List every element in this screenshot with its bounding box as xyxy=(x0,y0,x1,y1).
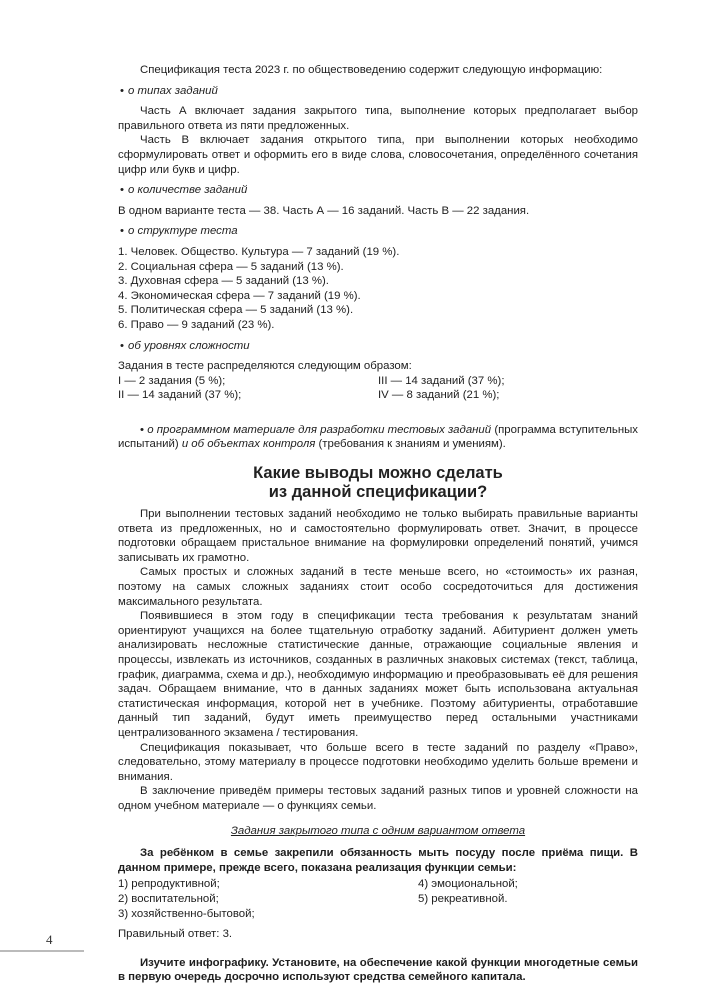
question-1: За ребёнком в семье закрепили обязанность мыть посуду после приёма пищи. В данном примере, прежде всего, показана реализация функции семьи: xyxy=(118,847,638,874)
question-1-options xyxy=(118,877,638,921)
paragraph: Самых простых и сложных заданий в тесте меньше всего, но «стоимость» их разная, поэтому на самых сложных заданиях стоит особо сосредоточиться для достижения максимального результата. xyxy=(118,566,638,608)
intro-text: Спецификация теста 2023 г. по обществоведению содержит следующую информацию: xyxy=(140,64,603,76)
level-4: IV — 8 заданий (21 %); xyxy=(378,389,500,402)
part-b-text: Часть В включает задания открытого типа, при выполнении которых необходимо сформулировать ответ и оформить его в виде слова, словосочетания, определённого сочетания цифр или букв и цифр. xyxy=(118,134,638,176)
option: 3) хозяйственно-бытовой; xyxy=(118,907,255,920)
levels-intro: Задания в тесте распределяются следующим образом: xyxy=(118,360,412,373)
structure-list xyxy=(118,245,638,333)
paragraph: При выполнении тестовых заданий необходимо не только выбирать правильные варианты ответа из предложенных, но и самостоятельно формулировать ответ. Значит, в процессе подготовки обращаем пристальное внимание на формулировки определений понятий, учимся записывать их грамотно. xyxy=(118,508,638,564)
paragraph: В заключение приведём примеры тестовых заданий разных типов и уровней сложности на одном учебном материале — о функциях семьи. xyxy=(118,785,638,812)
page-content xyxy=(118,63,638,985)
option: 1) репродуктивной; xyxy=(118,878,220,891)
option: 5) рекреативной. xyxy=(418,892,508,905)
structure-item: 5. Политическая сфера — 5 заданий (13 %). xyxy=(118,304,354,317)
bullet-structure: • о структуре теста xyxy=(120,225,238,238)
bullet-icon: • xyxy=(120,339,124,352)
structure-item: 3. Духовная сфера — 5 заданий (13 %). xyxy=(118,275,329,288)
structure-item: 4. Экономическая сфера — 7 заданий (19 %). xyxy=(118,289,361,302)
option: 4) эмоциональной; xyxy=(418,878,518,891)
correct-answer: Правильный ответ: 3. xyxy=(118,928,233,941)
count-text: В одном варианте теста — 38. Часть А — 16 заданий. Часть В — 22 задания. xyxy=(118,204,530,217)
page-number: 4 xyxy=(46,932,53,947)
levels-grid xyxy=(118,374,638,403)
bullet-icon: • xyxy=(120,84,124,97)
structure-item: 1. Человек. Общество. Культура — 7 заданий (19 %). xyxy=(118,245,400,258)
level-2: II — 14 заданий (37 %); xyxy=(118,389,242,402)
question-2: Изучите инфографику. Установите, на обеспечение какой функции многодетные семьи в первую очередь досрочно используют средства семейного капитала. xyxy=(118,956,638,984)
part-a-text: Часть А включает задания закрытого типа, выполнение которых предполагает выбор правильного ответа из пяти предложенных. xyxy=(118,105,638,132)
program-text: • о программном материале для разработки тестовых заданий (программа вступительных испытаний) и об объектах контроля (требования к знаниям и умениям). xyxy=(118,423,638,451)
bullet-icon: • xyxy=(120,184,124,197)
bullet-types: • о типах заданий xyxy=(120,84,218,97)
level-1: I — 2 задания (5 %); xyxy=(118,374,226,387)
section-heading: Какие выводы можно сделать из данной спецификации? xyxy=(253,464,503,502)
bullet-count: • о количестве заданий xyxy=(120,184,248,197)
paragraph: Спецификация показывает, что больше всего в тесте заданий по разделу «Право», следовательно, этому материалу в процессе подготовки необходимо уделить больше времени и внимания. xyxy=(118,741,638,783)
option: 2) воспитательной; xyxy=(118,892,219,905)
footer-rule xyxy=(0,950,84,952)
bullet-icon: • xyxy=(140,423,148,436)
level-3: III — 14 заданий (37 %); xyxy=(378,374,505,387)
bullet-levels: • об уровнях сложности xyxy=(120,339,250,352)
paragraph: Появившиеся в этом году в спецификации теста требования к результатам знаний ориентируют учащихся на более тщательную отработку заданий. Абитуриент должен уметь анализировать несложные статистические данные, отражающие социальные явления и процессы, извлекать из источников, созданных в различных знаковых системах (текст, таблица, график, диаграмма, схема и др.), необходимую информацию и преобразовывать её для решения задач. Обращаем внимание, что в данных заданиях может быть использована актуальная статистическая информация, которой нет в учебнике. Поэтому абитуриенты, отработавшие данный тип заданий, будут иметь преимущество перед остальными участниками централизованного экзамена / тестирования. xyxy=(118,610,638,739)
structure-item: 6. Право — 9 заданий (23 %). xyxy=(118,318,275,331)
closed-tasks-title: Задания закрытого типа с одним вариантом ответа xyxy=(230,824,526,837)
bullet-icon: • xyxy=(120,225,124,238)
structure-item: 2. Социальная сфера — 5 заданий (13 %). xyxy=(118,260,344,273)
